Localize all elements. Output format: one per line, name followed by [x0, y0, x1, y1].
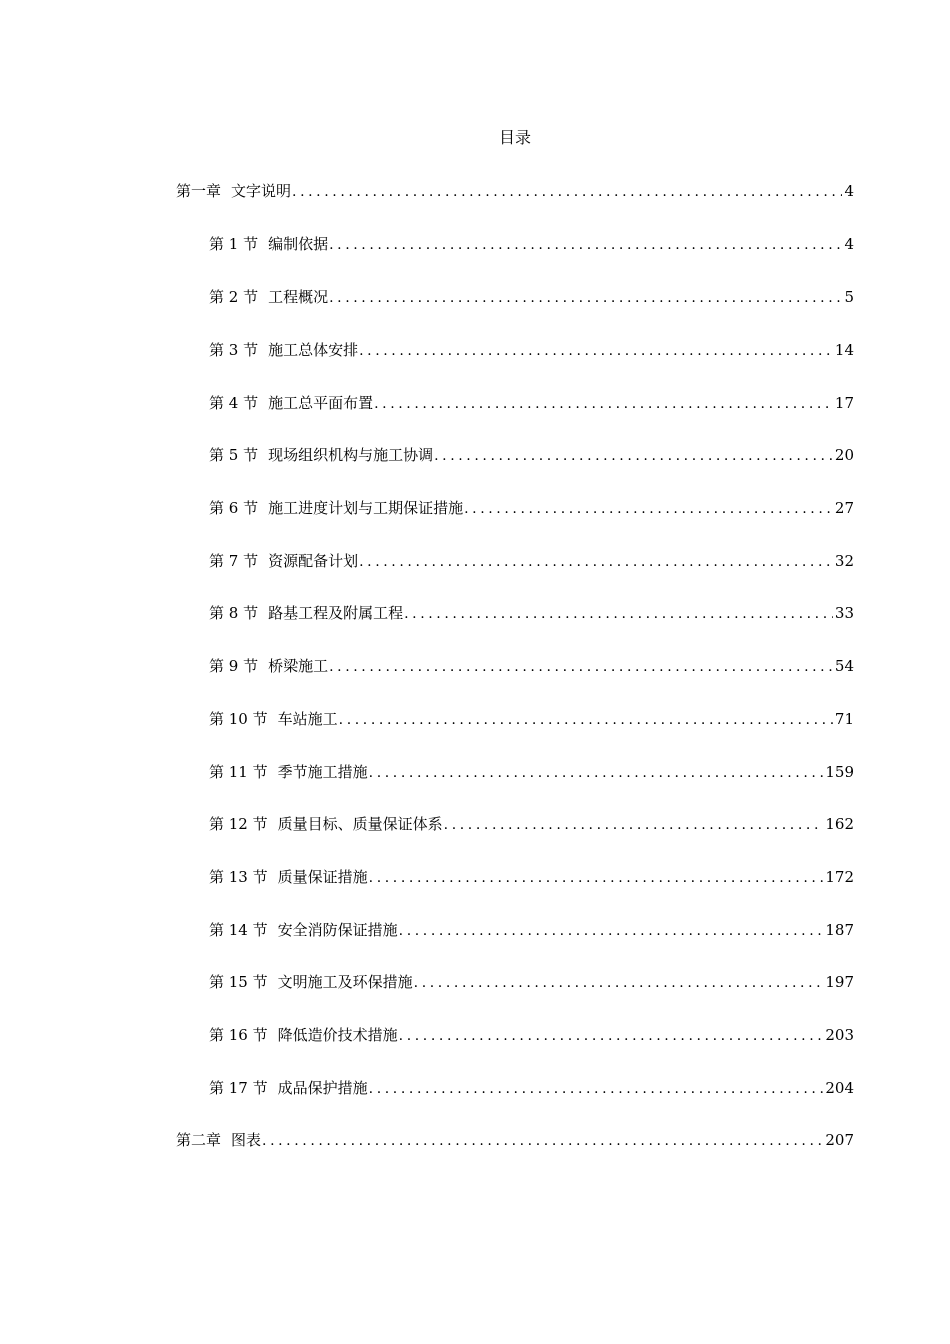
toc-entry-number: 第 7 节: [209, 552, 259, 570]
toc-entry-section-17[interactable]: [209, 1076, 854, 1100]
toc-entry-number: 第 16 节: [209, 1026, 268, 1044]
toc-entry-page: 20: [834, 446, 854, 464]
toc-entry-title: 季节施工措施: [277, 763, 368, 781]
toc-entry-number: 第 17 节: [209, 1079, 268, 1097]
toc-entry-section-8[interactable]: [209, 601, 854, 625]
toc-entry-title: 成品保护措施: [277, 1079, 368, 1097]
dot-leader: [369, 1077, 824, 1101]
toc-entry-section-6[interactable]: [209, 496, 854, 520]
toc-entry-page: 187: [825, 921, 854, 939]
dot-leader: [359, 550, 833, 574]
dot-leader: [369, 761, 824, 785]
toc-entry-title: 车站施工: [277, 710, 338, 728]
toc-entry-number: 第 1 节: [209, 235, 259, 253]
toc-entry-section-14[interactable]: [209, 918, 854, 942]
toc-entry-number: 第 2 节: [209, 288, 259, 306]
toc-entry-title: 文字说明: [231, 182, 292, 200]
toc-entry-section-4[interactable]: [209, 391, 854, 415]
toc-entry-number: 第 5 节: [209, 446, 259, 464]
dot-leader: [404, 602, 833, 626]
toc-entry-title: 质量目标、质量保证体系: [277, 815, 443, 833]
toc-entry-section-10[interactable]: [209, 707, 854, 731]
toc-entry-page: 204: [825, 1079, 854, 1097]
toc-entry-page: 4: [844, 235, 854, 253]
dot-leader: [399, 919, 824, 943]
dot-leader: [369, 866, 824, 890]
toc-entry-section-3[interactable]: [209, 338, 854, 362]
toc-entry-number: 第 4 节: [209, 394, 259, 412]
toc-entry-number: 第一章: [176, 182, 222, 200]
dot-leader: [414, 971, 824, 995]
toc-entry-section-12[interactable]: [209, 812, 854, 836]
toc-entry-number: 第 12 节: [209, 815, 268, 833]
dot-leader: [434, 444, 833, 468]
toc-entry-number: 第 3 节: [209, 341, 259, 359]
toc-entry-page: 27: [834, 499, 854, 517]
dot-leader: [329, 655, 833, 679]
dot-leader: [262, 1129, 823, 1153]
toc-entry-number: 第 11 节: [209, 763, 268, 781]
toc-entry-page: 159: [825, 763, 854, 781]
toc-entry-section-15[interactable]: [209, 970, 854, 994]
dot-leader: [329, 286, 842, 310]
toc-entry-title: 编制依据: [268, 235, 329, 253]
toc-entry-number: 第 8 节: [209, 604, 259, 622]
toc-entry-title: 安全消防保证措施: [277, 921, 398, 939]
toc-entry-section-13[interactable]: [209, 865, 854, 889]
toc-entry-chapter-2[interactable]: [176, 1128, 854, 1152]
toc-entry-page: 203: [825, 1026, 854, 1044]
dot-leader: [359, 339, 833, 363]
toc-entry-page: 17: [834, 394, 854, 412]
toc-entry-number: 第 10 节: [209, 710, 268, 728]
dot-leader: [374, 392, 833, 416]
toc-entry-page: 197: [825, 973, 854, 991]
toc-entry-page: 4: [844, 182, 854, 200]
toc-entry-section-11[interactable]: [209, 760, 854, 784]
toc-entry-section-1[interactable]: [209, 232, 854, 256]
toc-entry-title: 桥梁施工: [268, 657, 329, 675]
dot-leader: [329, 233, 842, 257]
toc-entry-title: 图表: [231, 1131, 262, 1149]
toc-entry-title: 施工总体安排: [268, 341, 359, 359]
toc-entry-page: 33: [834, 604, 854, 622]
toc-entry-section-9[interactable]: [209, 654, 854, 678]
toc-entry-title: 降低造价技术措施: [277, 1026, 398, 1044]
toc-entry-number: 第 15 节: [209, 973, 268, 991]
toc-entry-section-2[interactable]: [209, 285, 854, 309]
dot-leader: [339, 708, 833, 732]
toc-entry-section-16[interactable]: [209, 1023, 854, 1047]
toc-entry-page: 162: [825, 815, 854, 833]
toc-entry-number: 第二章: [176, 1131, 222, 1149]
toc-entry-number: 第 9 节: [209, 657, 259, 675]
toc-entry-page: 71: [834, 710, 854, 728]
toc-entry-section-7[interactable]: [209, 549, 854, 573]
toc-entry-title: 质量保证措施: [277, 868, 368, 886]
toc-entry-number: 第 14 节: [209, 921, 268, 939]
toc-entry-title: 施工进度计划与工期保证措施: [268, 499, 464, 517]
dot-leader: [444, 813, 824, 837]
toc-entry-page: 32: [834, 552, 854, 570]
toc-entry-page: 54: [834, 657, 854, 675]
toc-entry-page: 207: [825, 1131, 854, 1149]
toc-entry-title: 工程概况: [268, 288, 329, 306]
toc-entry-page: 172: [825, 868, 854, 886]
toc-entry-page: 5: [844, 288, 854, 306]
dot-leader: [464, 497, 833, 521]
toc-entry-chapter-1[interactable]: [176, 179, 854, 203]
dot-leader: [399, 1024, 824, 1048]
toc-entry-title: 文明施工及环保措施: [277, 973, 413, 991]
toc-entry-title: 资源配备计划: [268, 552, 359, 570]
page-title: 目录: [498, 128, 531, 147]
toc-entry-number: 第 6 节: [209, 499, 259, 517]
dot-leader: [292, 180, 842, 204]
toc-entry-title: 施工总平面布置: [268, 394, 374, 412]
toc-entry-title: 路基工程及附属工程: [268, 604, 404, 622]
toc-entry-page: 14: [834, 341, 854, 359]
toc-entry-section-5[interactable]: [209, 443, 854, 467]
toc-entry-number: 第 13 节: [209, 868, 268, 886]
toc-entry-title: 现场组织机构与施工协调: [268, 446, 434, 464]
